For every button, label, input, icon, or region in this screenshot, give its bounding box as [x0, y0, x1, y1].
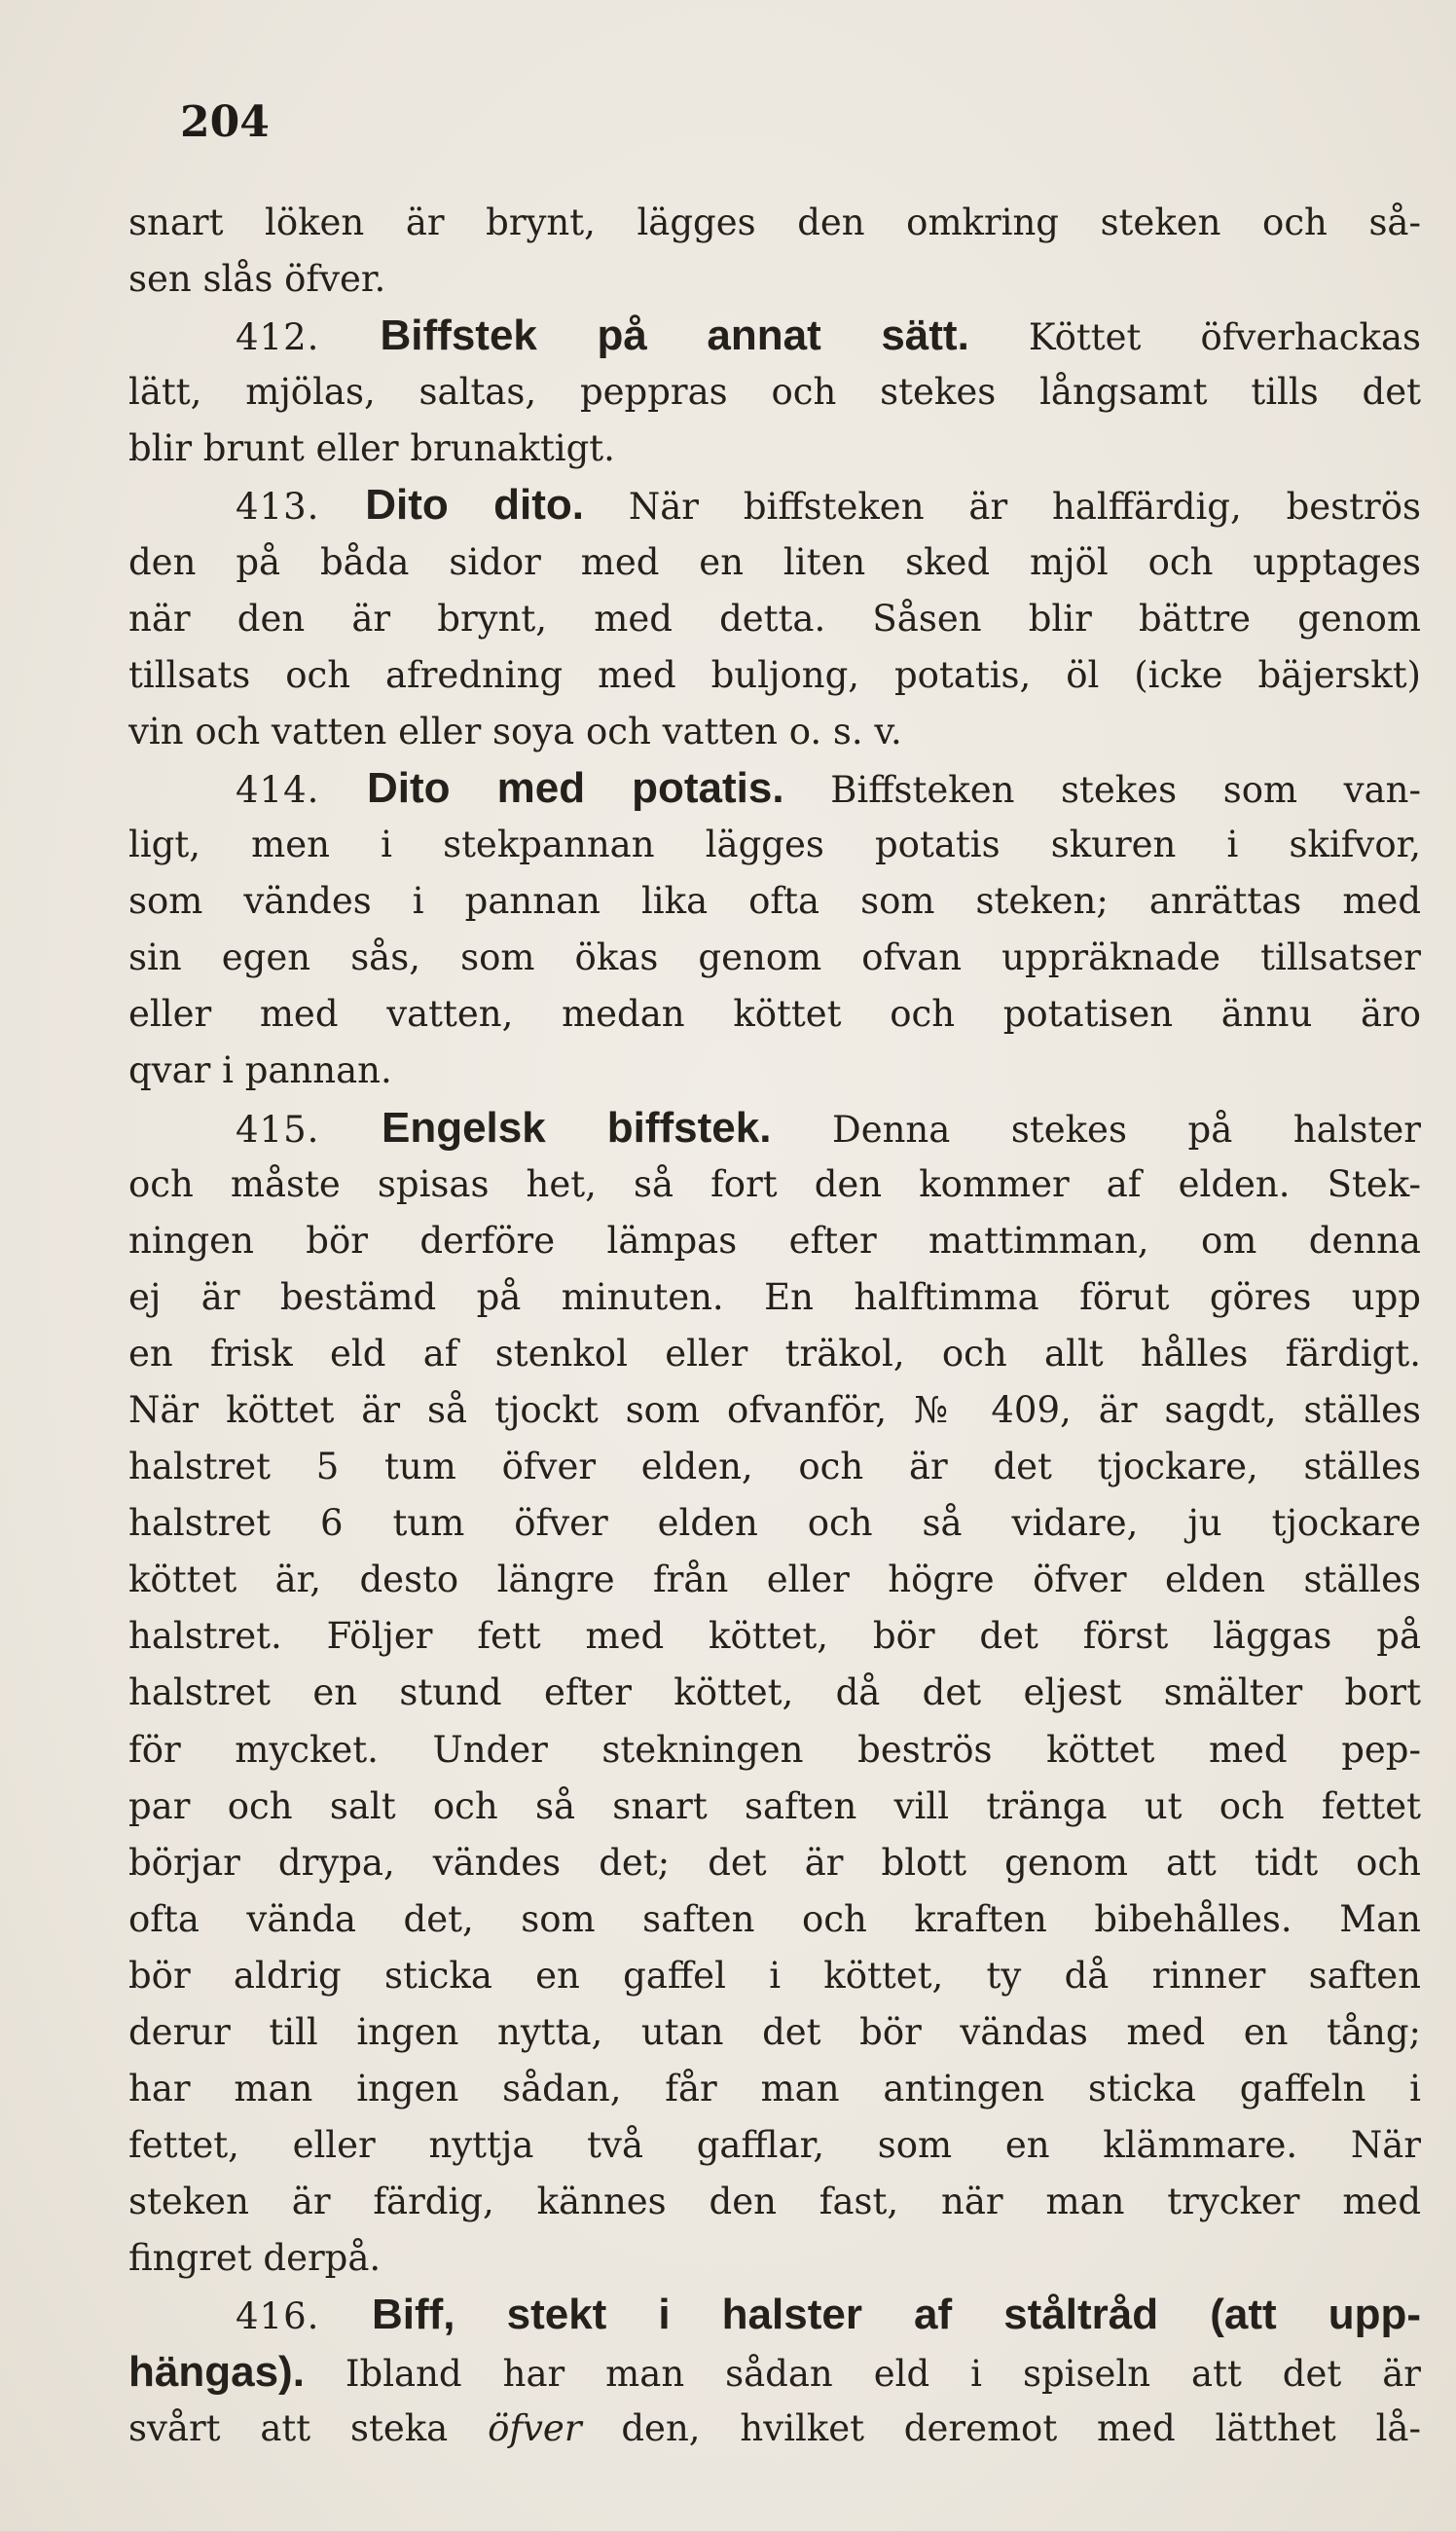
- text-line: [128, 817, 1421, 873]
- line-text: qvar i pannan.: [128, 1049, 392, 1092]
- line-text: svårt att steka: [128, 2406, 489, 2449]
- text-line: [128, 930, 1421, 986]
- line-text: halstret en stund efter köttet, då det eljest smälter bort: [128, 1671, 1421, 1714]
- line-text: ofta vända det, som saften och kraften bibehålles. Man: [128, 1897, 1421, 1940]
- text-line: [128, 647, 1421, 704]
- text-line: [128, 1326, 1421, 1382]
- line-text: Köttet öfverhackas: [968, 316, 1421, 359]
- line-text: par och salt och så snart saften vill tränga ut och fettet: [128, 1784, 1421, 1827]
- emphasis-text: öfver: [488, 2406, 582, 2449]
- recipe-number: 413.: [236, 486, 366, 529]
- text-line: [128, 308, 1421, 364]
- text-line: [128, 1948, 1421, 2004]
- recipe-number: 414.: [236, 768, 367, 811]
- line-text: blir brunt eller brunaktigt.: [128, 427, 615, 470]
- line-text: när den är brynt, med detta. Såsen blir bättre genom: [128, 597, 1421, 640]
- text-line: [128, 591, 1421, 647]
- line-text: fingret derpå.: [128, 2237, 382, 2280]
- text-line: [128, 873, 1421, 930]
- recipe-number: 416.: [236, 2295, 372, 2338]
- recipe-heading: hängas).: [128, 2347, 305, 2396]
- line-text: Ibland har man sådan eld i spiseln att det är: [304, 2352, 1421, 2395]
- line-text: halstret. Följer fett med köttet, bör det först läggas på: [128, 1615, 1421, 1658]
- body-text: [128, 195, 1421, 2457]
- line-text: för mycket. Under stekningen beströs köttet med pep-: [128, 1728, 1421, 1771]
- recipe-heading: Biff, stekt i halster af ståltråd (att upp-: [372, 2291, 1421, 2339]
- text-line: [128, 1779, 1421, 1835]
- text-line: [128, 1665, 1421, 1721]
- recipe-number: 412.: [236, 316, 381, 359]
- text-line: [128, 421, 1421, 477]
- line-text: När biffsteken är halffärdig, beströs: [583, 486, 1421, 529]
- text-line: [128, 1835, 1421, 1891]
- text-line: [128, 477, 1421, 533]
- text-line: [128, 2230, 1421, 2287]
- line-text: och måste spisas het, så fort den kommer af elden. Stek-: [128, 1162, 1421, 1205]
- text-line: [128, 1100, 1421, 1156]
- line-text: Denna stekes på halster: [771, 1108, 1421, 1151]
- line-text: som vändes i pannan lika ofta som steken; anrättas med: [128, 880, 1421, 923]
- text-line: [128, 1043, 1421, 1099]
- line-text: tillsats och afredning med buljong, potatis, öl (icke bäjerskt): [128, 653, 1421, 696]
- recipe-heading: Engelsk biffstek.: [381, 1103, 772, 1152]
- line-text: fettet, eller nyttja två gafflar, som en klämmare. När: [128, 2124, 1421, 2167]
- text-line: [128, 1495, 1421, 1552]
- line-text: den, hvilket deremot med lätthet lå-: [581, 2406, 1421, 2449]
- text-line: [128, 2061, 1421, 2117]
- recipe-heading: Dito med potatis.: [367, 763, 784, 812]
- line-text: vin och vatten eller soya och vatten o. s. v.: [128, 710, 902, 752]
- line-text: ningen bör derföre lämpas efter mattimman, om denna: [128, 1219, 1421, 1262]
- line-text: bör aldrig sticka en gaffel i köttet, ty då rinner saften: [128, 1954, 1421, 1997]
- line-text: sen slås öfver.: [128, 258, 386, 301]
- line-text: köttet är, desto längre från eller högre öfver elden ställes: [128, 1559, 1421, 1601]
- line-text: sin egen sås, som ökas genom ofvan uppräknade tillsatser: [128, 936, 1421, 979]
- text-line: [128, 2344, 1421, 2401]
- text-line: [128, 704, 1421, 760]
- text-line: [128, 2004, 1421, 2061]
- page-number: 204: [180, 97, 270, 147]
- line-text: börjar drypa, vändes det; det är blott genom att tidt och: [128, 1841, 1421, 1884]
- line-text: snart löken är brynt, lägges den omkring steken och så-: [128, 202, 1421, 243]
- line-text: en frisk eld af stenkol eller träkol, och allt hålles färdigt.: [128, 1332, 1421, 1375]
- line-text: steken är färdig, kännes den fast, när man trycker med: [128, 2181, 1421, 2223]
- text-line: [128, 2117, 1421, 2174]
- recipe-number: 415.: [236, 1108, 382, 1151]
- text-line: [128, 195, 1421, 251]
- text-line: [128, 1269, 1421, 1326]
- text-line: [128, 364, 1421, 421]
- text-line: [128, 986, 1421, 1043]
- text-line: [128, 2174, 1421, 2230]
- text-line: [128, 1722, 1421, 1779]
- text-line: [128, 760, 1421, 817]
- text-line: [128, 1213, 1421, 1269]
- line-text: Biffsteken stekes som van-: [783, 768, 1421, 811]
- text-line: [128, 1439, 1421, 1495]
- line-text: har man ingen sådan, får man antingen sticka gaffeln i: [128, 2068, 1421, 2110]
- recipe-heading: Dito dito.: [365, 481, 584, 530]
- recipe-heading: Biffstek på annat sätt.: [380, 312, 969, 360]
- text-line: [128, 2287, 1421, 2343]
- text-line: [128, 534, 1421, 591]
- line-text: derur till ingen nytta, utan det bör vändas med en tång;: [128, 2011, 1421, 2053]
- text-line: [128, 1891, 1421, 1948]
- text-line: [128, 251, 1421, 308]
- line-text: halstret 6 tum öfver elden och så vidare, ju tjockare: [128, 1502, 1421, 1545]
- line-text: eller med vatten, medan köttet och potatisen ännu äro: [128, 993, 1421, 1036]
- text-line: [128, 1608, 1421, 1665]
- text-line: [128, 1382, 1421, 1439]
- line-text: den på båda sidor med en liten sked mjöl och upptages: [128, 540, 1421, 583]
- line-text: ej är bestämd på minuten. En halftimma förut göres upp: [128, 1275, 1421, 1318]
- text-line: [128, 1156, 1421, 1213]
- text-line: [128, 2401, 1421, 2457]
- line-text: ligt, men i stekpannan lägges potatis skuren i skifvor,: [128, 824, 1421, 866]
- line-text: lätt, mjölas, saltas, peppras och stekes långsamt tills det: [128, 371, 1421, 414]
- line-text: halstret 5 tum öfver elden, och är det tjockare, ställes: [128, 1446, 1421, 1488]
- line-text: När köttet är så tjockt som ofvanför, № 409, är sagdt, ställes: [128, 1388, 1421, 1431]
- text-line: [128, 1552, 1421, 1608]
